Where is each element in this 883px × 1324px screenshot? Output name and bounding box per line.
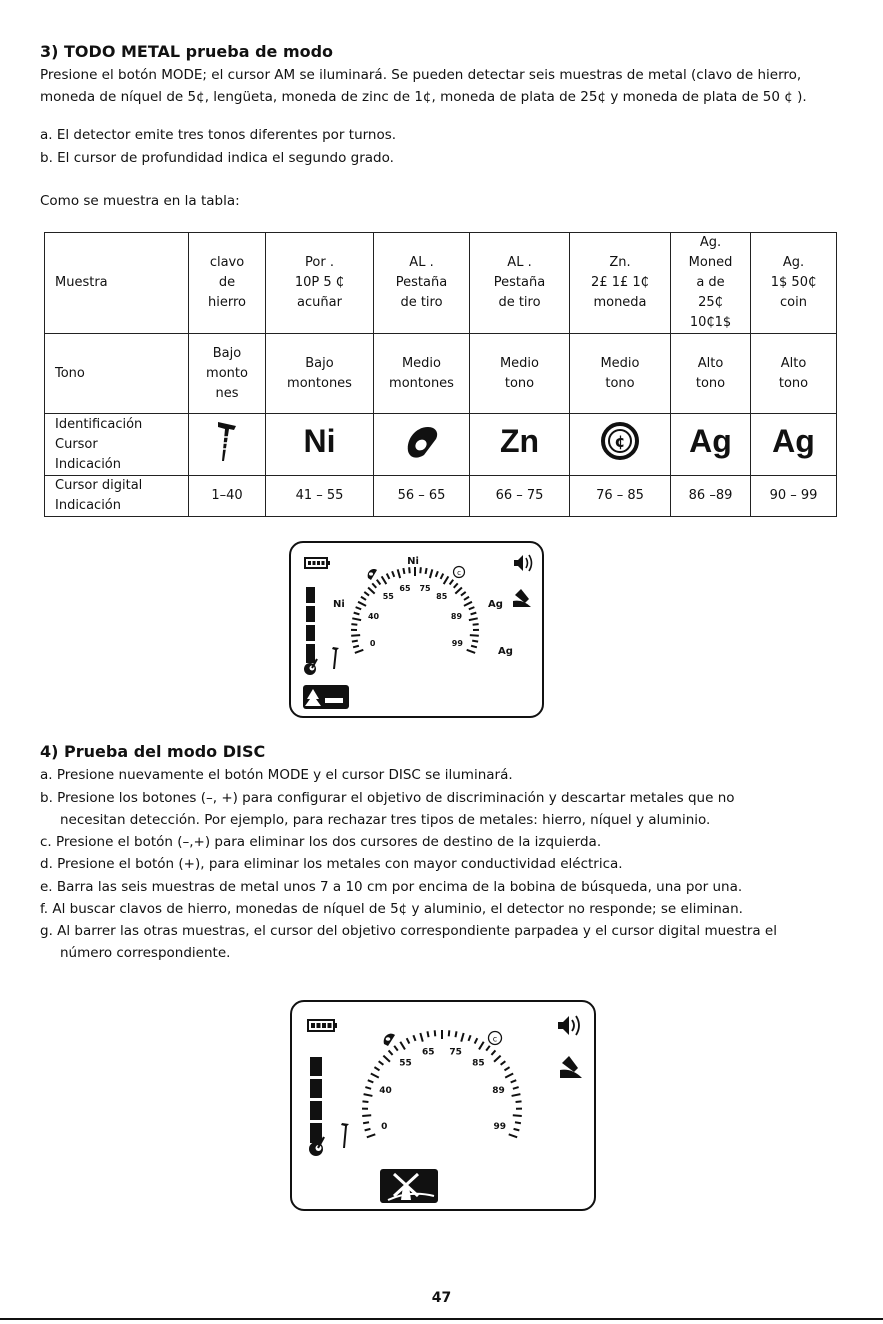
pull-tab-mini-icon <box>368 569 377 580</box>
scale-tick <box>430 569 432 578</box>
ni-symbol: Ni <box>303 422 336 459</box>
disc-item-b-cont: necesitan detección. Por ejemplo, para rechazar tres tipos de metales: hierro, níquel y aluminio. <box>60 812 711 828</box>
row-label-digital: Cursor digital Indicación <box>45 476 189 517</box>
scale-label: 40 <box>379 1085 392 1096</box>
scale-tick <box>398 569 400 578</box>
ni-left-label: Ni <box>333 599 345 610</box>
range-cell: 86 –89 <box>671 476 751 517</box>
tone-cell: Bajo monto nes <box>189 334 266 414</box>
scale-tick <box>353 646 359 648</box>
table-row-digital <box>45 476 837 517</box>
scale-tick <box>464 597 469 600</box>
scale-label: 85 <box>436 592 448 602</box>
row-label-sample: Muestra <box>45 233 189 334</box>
cursor-cell <box>570 414 671 476</box>
cursor-cell <box>374 414 470 476</box>
table-row-tone <box>45 334 837 414</box>
scale-tick <box>444 576 449 584</box>
range-cell: 41 – 55 <box>266 476 374 517</box>
scale-tick <box>449 1030 450 1036</box>
disc-item-c: c. Presione el botón (–,+) para eliminar los dos cursores de destino de la izquierda. <box>40 834 602 850</box>
ag-symbol: Ag <box>772 422 815 459</box>
lcd-display-all-metal <box>289 541 544 718</box>
tone-cell: Medio tono <box>570 334 671 414</box>
sample-cell: AL . Pestaña de tiro <box>470 233 570 334</box>
scale-tick <box>407 1038 410 1043</box>
nail-mini-icon <box>341 1123 349 1148</box>
svg-text:¢: ¢ <box>614 432 626 451</box>
scale-label: 89 <box>450 612 463 622</box>
disc-item-a: a. Presione nuevamente el botón MODE y el cursor DISC se iluminará. <box>40 767 513 783</box>
scale-tick <box>461 1033 463 1042</box>
scale-tick <box>469 607 475 609</box>
section-4-title: 4) Prueba del modo DISC <box>40 742 266 761</box>
scale-tick <box>464 602 472 606</box>
scale-tick <box>450 580 454 585</box>
ag-right-label: Ag <box>488 599 503 610</box>
scale-tick <box>372 583 376 587</box>
scale-tick <box>374 1067 379 1070</box>
page-number: 47 <box>431 1290 452 1306</box>
bottom-rule <box>0 1318 883 1320</box>
scale-tick <box>351 635 360 636</box>
tone-cell: Bajo montones <box>266 334 374 414</box>
range-cell: 90 – 99 <box>751 476 837 517</box>
scale-tick <box>491 1050 495 1054</box>
scale-tick <box>389 1050 393 1054</box>
scale-label: 55 <box>399 1058 412 1069</box>
scale-tick <box>504 1067 509 1070</box>
scale-tick <box>494 1056 501 1062</box>
lcd-display-disc <box>290 1000 596 1211</box>
scale-tick <box>368 587 375 593</box>
lcd-2-drawing <box>292 1002 594 1209</box>
scale-tick <box>358 602 366 606</box>
scale-tick <box>427 1031 428 1037</box>
cursor-cell <box>751 414 837 476</box>
scale-tick <box>392 571 394 577</box>
windmill-mode-icon <box>380 1169 438 1203</box>
tone-cell: Medio montones <box>374 334 470 414</box>
disc-item-f: f. Al buscar clavos de hierro, monedas de níquel de 5¢ y aluminio, el detector no responde; se eliminan. <box>40 901 743 917</box>
svg-text:c: c <box>492 1034 498 1044</box>
item-a: a. El detector emite tres tonos diferentes por turnos. <box>40 127 397 143</box>
tone-cell: Medio tono <box>470 334 570 414</box>
sample-cell: Ag. 1$ 50₵ coin <box>751 233 837 334</box>
scale-tick <box>355 650 363 653</box>
scale-label: 0 <box>381 1122 388 1133</box>
scale-tick <box>471 613 477 615</box>
range-cell: 76 – 85 <box>570 476 671 517</box>
scale-label: 89 <box>492 1085 505 1096</box>
scale-tick <box>394 1046 398 1051</box>
table-row-sample <box>45 233 837 334</box>
arc-scale <box>362 1030 522 1137</box>
metal-sample-table <box>44 232 837 517</box>
range-cell: 56 – 65 <box>374 476 470 517</box>
scale-tick <box>383 1056 390 1062</box>
lcd-1-drawing <box>291 543 542 716</box>
coin-icon <box>600 421 640 461</box>
table-intro: Como se muestra en la tabla: <box>40 193 240 209</box>
tree-mode-icon <box>303 685 349 709</box>
scale-label: 99 <box>451 638 463 648</box>
scale-tick <box>420 1033 422 1042</box>
scale-label: 75 <box>419 584 431 594</box>
sample-cell: Ag. Moned a de 25₵ 10₵1$ <box>671 233 751 334</box>
disc-item-g: g. Al barrer las otras muestras, el cursor del objetivo correspondiente parpadea y el cursor digital muestra el <box>40 923 777 939</box>
pull-tab-icon <box>402 421 442 461</box>
disc-item-g-cont: número correspondiente. <box>60 945 231 961</box>
scale-tick <box>513 1115 522 1116</box>
pull-tab-mini-icon <box>384 1034 395 1046</box>
coin-mini-icon <box>489 1032 502 1045</box>
disc-item-b: b. Presione los botones (–, +) para configurar el objetivo de discriminación y descartar metales que no <box>40 790 735 806</box>
disc-item-d: d. Presione el botón (+), para eliminar los metales con mayor conductividad eléctrica. <box>40 856 623 872</box>
scale-tick <box>454 583 458 587</box>
coin-mini-icon <box>454 567 465 578</box>
scale-tick <box>455 587 462 593</box>
scale-tick <box>403 568 404 574</box>
scale-tick <box>505 1074 513 1078</box>
scale-tick <box>468 1035 470 1041</box>
cursor-cell <box>189 414 266 476</box>
scale-tick <box>512 1094 521 1096</box>
scale-tick <box>379 1061 384 1065</box>
battery-icon <box>305 558 330 568</box>
nail-icon <box>215 419 239 463</box>
scale-label: 0 <box>369 638 376 648</box>
sample-cell: Zn. 2£ 1£ 1₵ moneda <box>570 233 671 334</box>
ag-lower-label: Ag <box>498 646 513 657</box>
scale-tick <box>461 592 466 596</box>
scale-tick <box>377 580 381 585</box>
zn-symbol: Zn <box>499 422 540 459</box>
scale-tick <box>354 613 360 615</box>
speaker-icon <box>558 1016 579 1035</box>
depth-bar-icon <box>310 1057 322 1143</box>
sample-cell: Por . 10P 5 ₵ acuñar <box>266 233 374 334</box>
scale-label: 85 <box>472 1058 485 1069</box>
scale-tick <box>435 1030 436 1036</box>
intro-line-1: Presione el botón MODE; el cursor AM se iluminará. Se pueden detectar seis muestras de metal (clavo de hierro, <box>40 67 802 83</box>
scale-tick <box>387 574 390 579</box>
tone-cell: Alto tono <box>671 334 751 414</box>
scale-label: 99 <box>493 1122 507 1133</box>
scale-tick <box>479 1042 484 1050</box>
range-cell: 66 – 75 <box>470 476 570 517</box>
scale-tick <box>515 1122 521 1123</box>
speaker-icon <box>514 555 532 571</box>
arc-scale <box>351 567 479 653</box>
battery-icon <box>308 1020 337 1031</box>
scale-tick <box>511 1080 517 1082</box>
scale-label: 40 <box>367 612 380 622</box>
scale-tick <box>509 1134 517 1137</box>
scale-tick <box>362 1115 371 1116</box>
scale-tick <box>409 567 410 573</box>
scale-tick <box>455 1031 456 1037</box>
scale-tick <box>420 567 421 573</box>
scale-tick <box>486 1046 490 1051</box>
scale-tick <box>368 1080 374 1082</box>
sample-cell: AL . Pestaña de tiro <box>374 233 470 334</box>
target-dig-icon <box>513 589 531 607</box>
row-label-tone: Tono <box>45 334 189 414</box>
scale-tick <box>473 624 479 625</box>
scale-tick <box>361 597 366 600</box>
scale-tick <box>365 1129 371 1131</box>
scale-tick <box>400 1042 405 1050</box>
target-dig-icon <box>560 1056 582 1078</box>
cursor-cell <box>266 414 374 476</box>
row-label-id-cursor: Identificación Cursor Indicación <box>45 414 189 476</box>
scale-label: 65 <box>399 584 411 594</box>
item-b: b. El cursor de profundidad indica el segundo grado. <box>40 150 394 166</box>
scale-tick <box>467 650 475 653</box>
scale-tick <box>471 646 477 648</box>
scale-tick <box>362 1101 368 1102</box>
scale-tick <box>356 607 362 609</box>
scale-tick <box>364 1094 373 1096</box>
section-3-title: 3) TODO METAL prueba de modo <box>40 42 334 61</box>
tone-cell: Alto tono <box>751 334 837 414</box>
scale-tick <box>475 1038 478 1043</box>
scale-tick <box>436 571 438 577</box>
scale-tick <box>365 1087 371 1089</box>
table-row-id-cursor <box>45 414 837 476</box>
depth-bar-icon <box>306 587 315 663</box>
svg-text:c: c <box>457 569 461 577</box>
cursor-cell <box>470 414 570 476</box>
scale-tick <box>514 1129 520 1131</box>
sample-cell: clavo de hierro <box>189 233 266 334</box>
cursor-cell <box>671 414 751 476</box>
scale-label: 65 <box>422 1047 435 1058</box>
ni-top-label: Ni <box>407 556 419 567</box>
range-cell: 1–40 <box>189 476 266 517</box>
scale-tick <box>352 641 358 642</box>
intro-line-2: moneda de níquel de 5¢, lengüeta, moneda de zinc de 1¢, moneda de plata de 25¢ y moneda de plata de 50 ¢ ). <box>40 89 807 105</box>
scale-tick <box>351 624 357 625</box>
scale-tick <box>469 618 478 620</box>
scale-tick <box>472 641 478 642</box>
scale-tick <box>363 1122 369 1123</box>
disc-item-e: e. Barra las seis muestras de metal unos 7 a 10 cm por encima de la bobina de búsqueda, una por una. <box>40 879 743 895</box>
scale-tick <box>367 1134 375 1137</box>
scale-tick <box>371 1074 379 1078</box>
scale-tick <box>516 1101 522 1102</box>
scale-tick <box>513 1087 519 1089</box>
scale-tick <box>364 592 369 596</box>
scale-tick <box>501 1061 506 1065</box>
scale-tick <box>441 574 444 579</box>
scale-tick <box>352 618 361 620</box>
nail-mini-icon <box>332 647 339 669</box>
ag-symbol: Ag <box>689 422 732 459</box>
scale-label: 75 <box>449 1047 462 1058</box>
scale-tick <box>382 576 387 584</box>
scale-tick <box>426 568 427 574</box>
scale-label: 55 <box>382 592 394 602</box>
scale-tick <box>413 1035 415 1041</box>
scale-tick <box>470 635 479 636</box>
